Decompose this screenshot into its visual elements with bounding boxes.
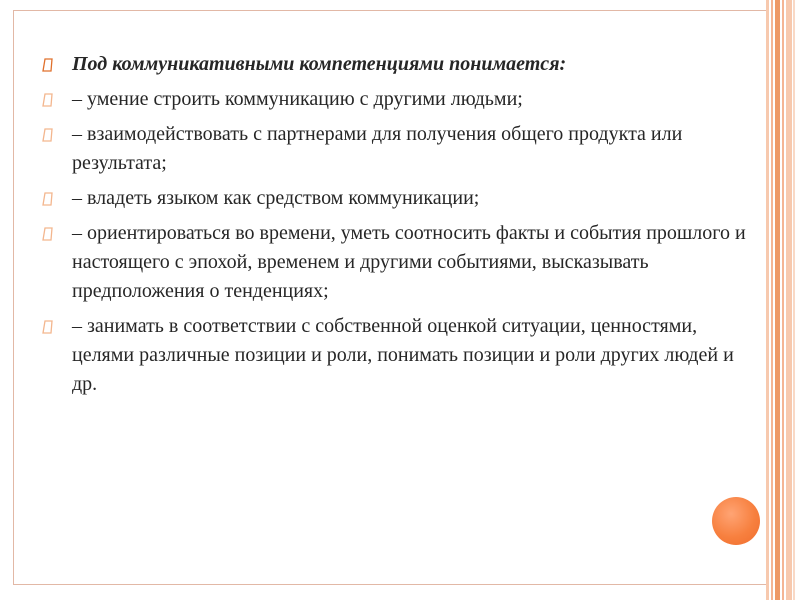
list-item	[42, 120, 754, 178]
open-square-bullet-icon	[42, 85, 60, 114]
list-item	[42, 85, 754, 114]
decorative-stripes	[766, 0, 796, 600]
open-square-bullet-icon	[42, 50, 60, 79]
list-item-text: – ориентироваться во времени, уметь соотносить факты и события прошлого и настоящего с эпохой, временем и другими событиями, высказывать предположения о тенденциях;	[72, 222, 746, 302]
open-square-bullet-icon	[42, 120, 60, 149]
open-square-bullet-icon	[42, 312, 60, 341]
list-item-text: – владеть языком как средством коммуникации;	[72, 187, 480, 209]
list-item	[42, 312, 754, 399]
open-square-bullet-icon	[42, 219, 60, 248]
list-item	[42, 219, 754, 306]
decorative-orange-circle	[712, 497, 760, 545]
list-item	[42, 184, 754, 213]
open-square-bullet-icon	[42, 184, 60, 213]
list-item-text: – взаимодействовать с партнерами для получения общего продукта или результата;	[72, 123, 683, 174]
bullet-list	[42, 50, 754, 405]
list-item-heading	[42, 50, 754, 79]
slide-heading: Под коммуникативными компетенциями понимается:	[72, 53, 567, 75]
list-item-text: – умение строить коммуникацию с другими людьми;	[72, 88, 523, 110]
list-item-text: – занимать в соответствии с собственной оценкой ситуации, ценностями, целями различные позиции и роли, понимать позиции и роли других людей и др.	[72, 315, 734, 395]
